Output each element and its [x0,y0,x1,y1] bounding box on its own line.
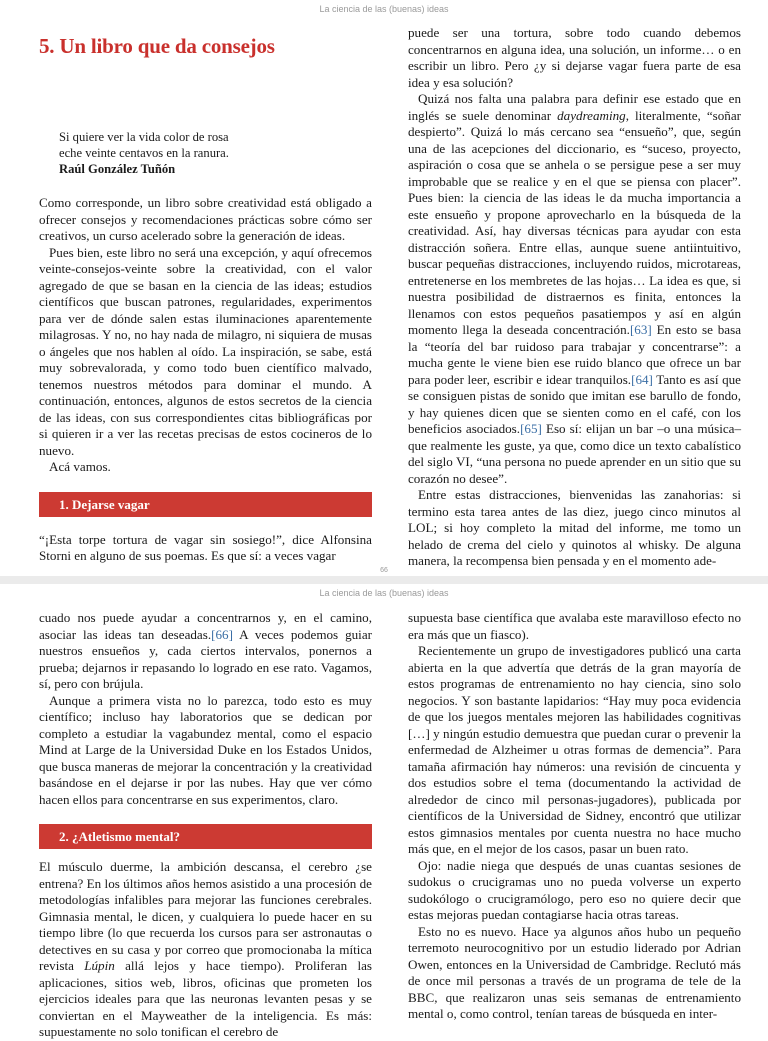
paragraph: Quizá nos falta una palabra para definir ese estado que en inglés se suele denominar daydreaming, literalmente, “soñar despierto”. Quizá lo más cercano sea “ensueño”, que, según una de las acepciones del diccionario, es “suceso, proyecto, aspiración o cosa que se anhela o se persigue pese a ser muy improbable que se realice y en el que se piensa con placer”. Pues bien: la ciencia de las ideas le da mucha importancia a este ensueño y propone aprovecharlo en la búsqueda de la creatividad. Así, hay diversas técnicas para ayudar con esta distracción soñera. Entre ellas, aunque suene antiintuitivo, buscar pequeñas distracciones, incluyendo ruidos, microtareas, entretenerse en los membretes de las hojas… La idea es que, si nuestra posibilidad de distraernos es finita, entonces la llenamos con estos pequeños pasatiempos y así en algún momento llega la deseada concentración.[63] En esto se basa la “teoría del bar ruidoso para trabajar y concentrarse”: a mucha gente le viene bien ese ruido blanco que ofrece un bar para poder leer, escribir e idear tranquilos.[64] Tanto es así que se consiguen pistas de sonido que imitan ese barullo de fondo, y hay quienes dicen que se sienten como en el café, con los beneficios asociados.[65] Eso sí: elijan un bar –o una música– que realmente les guste, ya que, como dice un texto cabalístico del siglo VI, “una persona no puede aprender en un sitio que su corazón no desee”. [408,91,742,486]
paragraph: Ojo: nadie niega que después de unas cuantas sesiones de sudokus o crucigramas uno no pueda volverse un experto sudokólogo o crucigramólogo, pero eso no quiere decir que estas mejoras puedan contagiarse hacia otras tareas. [408,857,741,922]
running-header: La ciencia de las (buenas) ideas [319,588,449,598]
epigraph-author: Raúl González Tuñón [59,162,176,176]
paragraph: El músculo duerme, la ambición descansa, el cerebro ¿se entrena? En los últimos años hemos asistido a una procesión de metodologías infalibles para mejorar las funciones cerebrales. Gimnasia mental, le dicen, y cualquiera lo puede hacer en su tiempo libre (lo que recuerda los cursos para ser astronautas o detectives en su casa y por correo que promocionaba la mítica revista Lúpin allá lejos y hace tiempo). Proliferan las aplicaciones, sitios web, libros, oficinas que prometen los ejercicios ideales para que las neuronas levanten pesas y se conviertan en el Mayweather de la inteligencia. Es más: supuestamente no solo tonifican el cerebro de [39,859,372,1039]
section-heading: 2. ¿Atletismo mental? [39,824,372,849]
page-separator [0,576,768,584]
paragraph: Como corresponde, un libro sobre creatividad está obligado a ofrecer consejos y recomendaciones prácticas sobre cómo ser creativos, un curso acelerado sobre la generación de ideas. [39,195,372,243]
epigraph-line: eche veinte centavos en la ranura. [59,146,229,160]
page-number: 66 [380,567,388,574]
chapter-title: 5. Un libro que da consejos [39,34,275,58]
epigraph [59,129,372,177]
footnote-ref-64[interactable]: [64] [631,371,653,387]
right-column [408,25,741,570]
paragraph: supuesta base científica que avalaba este maravilloso efecto no era más que un fiasco). [408,610,741,642]
footnote-ref-63[interactable]: [63] [629,322,652,337]
paragraph: “¡Esta torpe tortura de vagar sin sosiego!”, dice Alfonsina Storni en alguno de sus poemas. Es que sí: a veces vagar [39,531,372,563]
intro-text [39,195,372,476]
paragraph: Pues bien, este libro no será una excepción, y aquí ofrecemos veinte-consejos-veinte sobre la creatividad, con el valor agregado de que se basan en la ciencia de las ideas; estudios científicos que buscan patrones, regularidades, experimentos para ver de dónde salen estas iluminaciones aparentemente milagrosas. Y no, no hay nada de milagro, ni siquiera de musas o ángeles que nos hablen al oído. La inspiración, se sabe, está muy sobrevalorada, y como todo buen científico malvado, tenemos nuestros métodos para dominar el mundo. A continuación, entonces, algunos de estos secretos de la ciencia de las ideas, con sus correspondientes citas bibliográficas por si quieren ir a ver las recetas precisas de estos cocineros de lo nuevo. [39,244,372,458]
paragraph: cuado nos puede ayudar a concentrarnos y, en el camino, asociar las ideas tan deseadas.[66] A veces podemos guiar nuestros ensueños y, cada ciertos intervalos, ponernos a prueba; dejarnos ir repasando lo logrado en ese rato. Vagamos, sí, pero con brújula. [39,610,372,691]
paragraph: puede ser una tortura, sobre todo cuando debemos concentrarnos en alguna idea, una solución, un informe… o en escribir un libro. Pero ¿y si dejarse vagar fuera parte de esa idea y esa solución? [408,25,741,90]
paragraph: Esto no es nuevo. Hace ya algunos años hubo un pequeño terremoto neurocognitivo por un estudio liderado por Adrian Owen, entonces en la Universidad de Cambridge. Reclutó más de once mil personas a través de un programa de tele de la BBC, que realizaron unas seis semanas de entrenamiento mental o, como control, tenían tareas de búsqueda en inter- [408,923,741,1021]
section-heading: 1. Dejarse vagar [39,492,372,517]
paragraph: Entre estas distracciones, bienvenidas las zanahorias: si termino esta tarea antes de las diez, juego cinco minutos al LOL; si hoy completo la mitad del informe, me tomo un helado de crema del cielo y quinotos al whisky. De alguna manera, la recompensa bien pensada y en el momento ade- [408,487,741,568]
epigraph-line: Si quiere ver la vida color de rosa [59,130,229,144]
footnote-ref-66[interactable]: [66] [211,626,233,642]
page-67 [0,584,768,1039]
paragraph: Aunque a primera vista no lo parezca, todo esto es muy científico; incluso hay laboratorios que se dedican por completo a estudiar la vagabundez mental, como el espacio Mind at Large de la Universidad Duke en los Estados Unidos, que busca maneras de mejorar la concentración y la creatividad basándose en el dejarse ir por las nubes. Hay que ver cómo hacen ellos para concentrarse en sus experimentos, claro. [39,692,372,807]
footnote-ref-65[interactable]: [65] [520,421,542,436]
paragraph: Recientemente un grupo de investigadores publicó una carta abierta en la que advertía que detrás de la gran mayoría de estos programas de entrenamiento no hay ciencia, sino solo negocios. Y son bastante lapidarios: “Hay muy poca evidencia de que los juegos mentales mejoren las habilidades cognitivas […] y ningún estudio demuestra que puedan curar o prevenir la enfermedad de Alzheimer u otras formas de demencia”. Para tamaña afirmación hay números: una revisión de cincuenta y dos estudios sobre el tema (documentando la actividad de alrededor de cinco mil personas-jugadores), publicada por científicos de la Universidad de Sidney, encontró que utilizar estos gimnasios mentales por cuenta nuestra no hace mucho más que, en el mejor de los casos, pasar un buen rato. [408,643,741,856]
right-column [408,610,741,1023]
left-column [39,33,372,565]
paragraph: Acá vamos. [49,459,111,474]
running-header: La ciencia de las (buenas) ideas [319,4,449,14]
left-column [39,610,372,1041]
